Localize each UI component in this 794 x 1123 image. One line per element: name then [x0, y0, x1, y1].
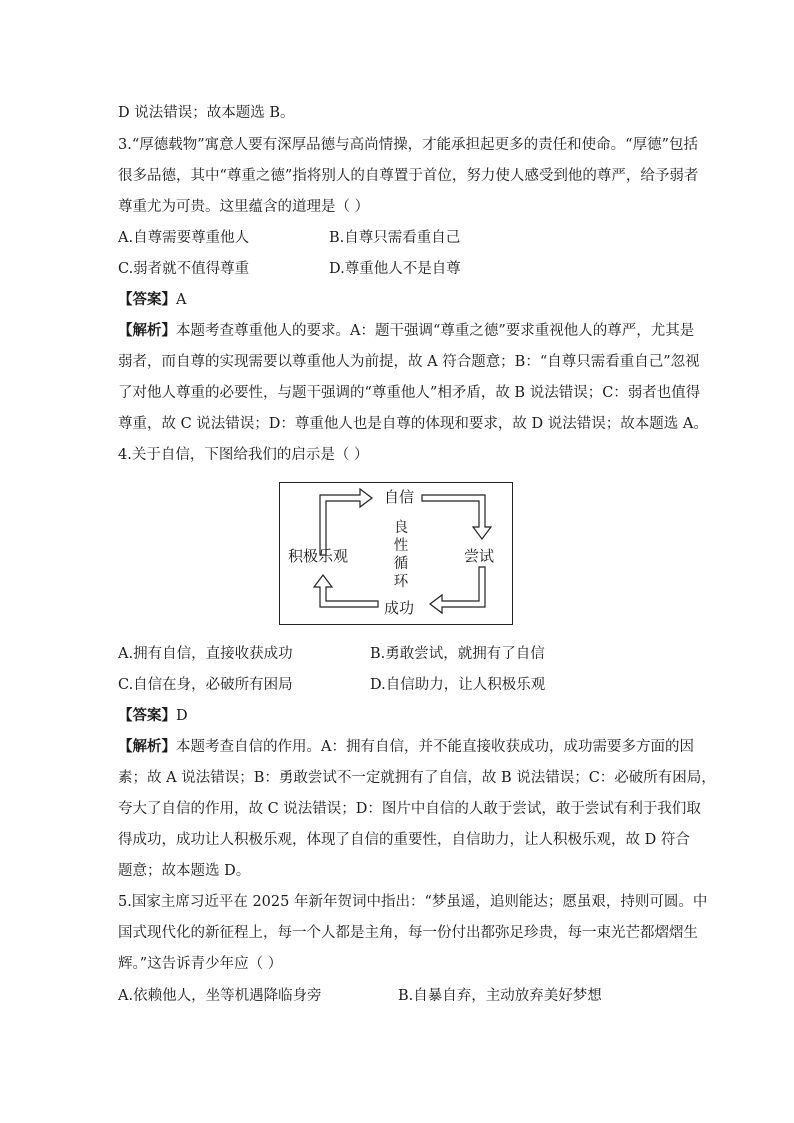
q3-analysis-line-1 [118, 321, 695, 341]
q4-analysis-line-4: 得成功，成功让人积极乐观，体现了自信的重要性，自信助力，让人积极乐观，故 D 符合 [118, 832, 690, 848]
arrow-to-left [314, 575, 378, 607]
cycle-node-optimism: 积极乐观 [288, 547, 349, 565]
q5-option-a: A.依赖他人，坐等机遇降临身旁 [118, 988, 322, 1004]
cycle-node-confidence: 自信 [384, 488, 415, 506]
q3-option-b: B.自尊只需看重自己 [329, 230, 461, 246]
q4-option-a: A.拥有自信，直接收获成功 [118, 646, 293, 662]
q3-stem-line-3: 尊重尤为可贵。这里蕴含的道理是（ ） [118, 199, 370, 215]
q5-option-b: B.自暴自弃，主动放弃美好梦想 [398, 988, 602, 1004]
q4-analysis-line-3: 夸大了自信的作用，故 C 说法错误；D：图片中自信的人敢于尝试，敢于尝试有利于我们取 [118, 801, 701, 817]
q4-answer [118, 706, 688, 726]
q3-option-d: D.尊重他人不是自尊 [329, 261, 461, 277]
arrow-to-bottom [430, 567, 485, 613]
center-char-1: 良 [393, 520, 409, 536]
q3-analysis-label: 【解析】 [118, 322, 176, 339]
cycle-node-try: 尝试 [464, 547, 495, 565]
q3-answer-value: A [176, 292, 187, 308]
q5-stem-line-2: 国式现代化的新征程上，每一个人都是主角，每一份付出都弥足珍贵，每一束光芒都熠熠生 [118, 925, 698, 941]
center-char-3: 循 [393, 556, 409, 572]
q3-option-a: A.自尊需要尊重他人 [118, 230, 250, 246]
q4-answer-value: D [176, 708, 188, 724]
center-char-2: 性 [393, 538, 409, 554]
q4-option-d: D.自信助力，让人积极乐观 [370, 677, 546, 693]
q5-stem-line-1: 5.国家主席习近平在 2025 年新年贺词中指出：“梦虽遥，追则能达；愿虽艰，持则可圆。中 [118, 894, 708, 910]
q3-option-c: C.弱者就不值得尊重 [118, 261, 250, 277]
q3-answer-label: 【答案】 [118, 291, 176, 308]
q4-option-c: C.自信在身，必破所有困局 [118, 677, 293, 693]
q4-analysis-line-5: 题意；故本题选 D。 [118, 863, 251, 879]
q3-stem-line-1: 3.“厚德载物”寓意人要有深厚品德与高尚情操，才能承担起更多的责任和使命。“厚德”包括 [118, 137, 698, 153]
q3-analysis-line-3: 了对他人尊重的必要性，与题干强调的“尊重他人”相矛盾，故 B 说法错误；C：弱者也值得 [118, 385, 701, 401]
q3-stem-line-2: 很多品德，其中“尊重之德”指将别人的自尊置于首位，努力使人感受到他的尊严，给予弱者 [118, 168, 699, 184]
arrow-to-right [422, 495, 491, 539]
q3-answer [118, 290, 688, 310]
cycle-node-success: 成功 [384, 599, 415, 617]
q4-stem: 4.关于自信，下图给我们的启示是（ ） [118, 447, 369, 463]
q4-analysis-text-1: 本题考查自信的作用。A：拥有自信，并不能直接收获成功，成功需要多方面的因 [176, 739, 694, 755]
q4-analysis-line-2: 素；故 A 说法错误；B：勇敢尝试不一定就拥有了自信，故 B 说法错误；C：必破所有困局， [118, 770, 716, 786]
q5-stem-line-3: 辉。”这告诉青少年应（ ） [118, 956, 283, 972]
arrow-to-top [320, 489, 372, 555]
q4-answer-label: 【答案】 [118, 707, 176, 724]
prev-answer-line: D 说法错误；故本题选 B。 [118, 105, 295, 121]
q3-analysis-line-4: 尊重，故 C 说法错误；D：尊重他人也是自尊的体现和要求，故 D 说法错误；故本题选 A。 [118, 416, 708, 432]
q3-analysis-line-2: 弱者，而自尊的实现需要以尊重他人为前提，故 A 符合题意；B：“自尊只需看重自己”忽视 [118, 354, 700, 370]
q3-analysis-text-1: 本题考查尊重他人的要求。A：题干强调“尊重之德”要求重视他人的尊严，尤其是 [176, 323, 695, 339]
virtuous-cycle-diagram [279, 482, 513, 625]
q4-option-b: B.勇敢尝试，就拥有了自信 [370, 646, 545, 662]
center-char-4: 环 [393, 574, 409, 590]
q4-analysis-line-1 [118, 737, 694, 757]
cycle-center-label [392, 519, 410, 591]
q4-analysis-label: 【解析】 [118, 738, 176, 755]
